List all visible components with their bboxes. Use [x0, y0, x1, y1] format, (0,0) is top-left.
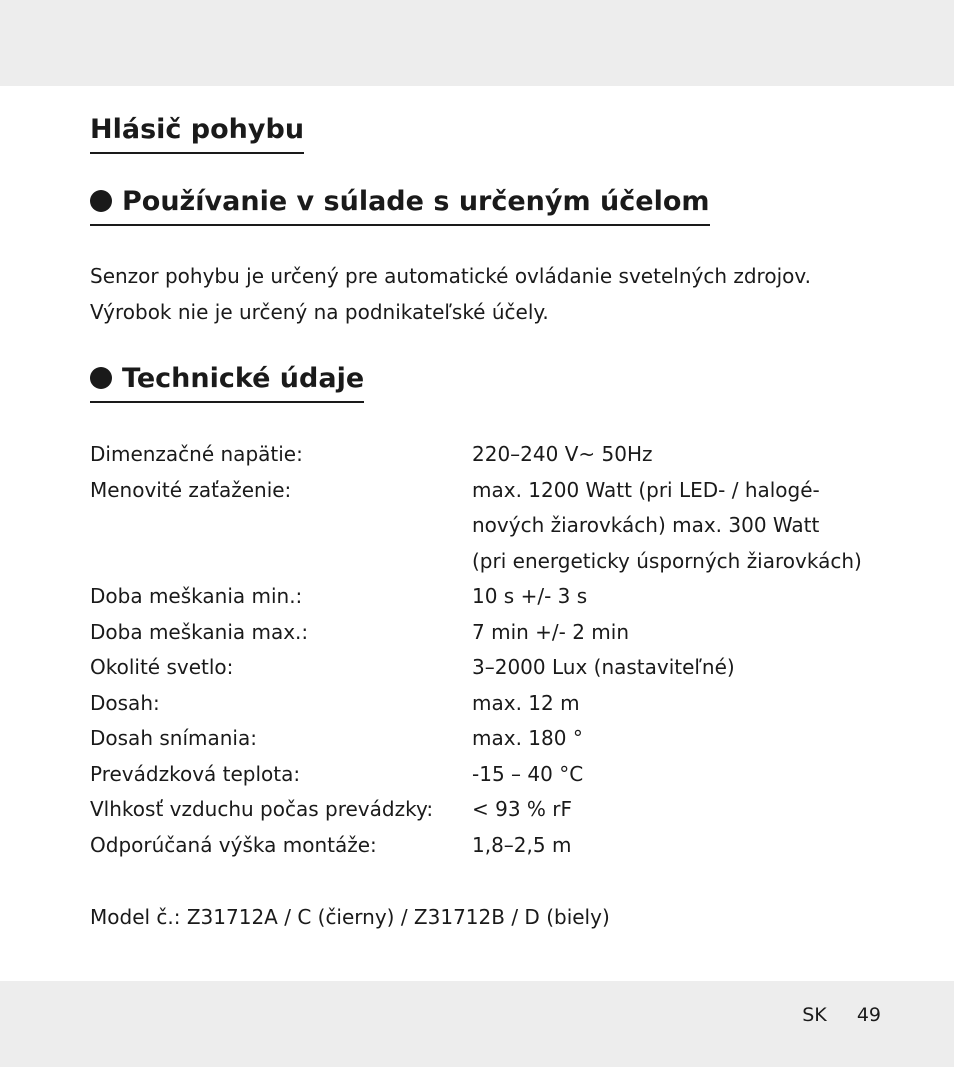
spec-row — [90, 473, 890, 509]
spec-label: Okolité svetlo: — [90, 655, 234, 679]
spec-row — [90, 508, 890, 544]
spec-label: Vlhkosť vzduchu počas prevádzky: — [90, 797, 434, 821]
spec-row — [90, 579, 890, 615]
section-heading-usage — [90, 184, 710, 226]
section-heading-tech-text: Technické údaje — [122, 363, 365, 394]
page-number: 49 — [856, 1004, 881, 1026]
spec-row — [90, 828, 890, 864]
spec-value: 220–240 V~ 50Hz — [472, 442, 653, 466]
spec-row — [90, 721, 890, 757]
spec-label: Dosah: — [90, 690, 160, 715]
bullet-icon — [90, 190, 112, 212]
spec-label — [90, 508, 472, 544]
spec-label: Menovité zaťaženie: — [90, 477, 292, 502]
spec-row — [90, 437, 890, 473]
spec-value: max. 12 m — [472, 690, 580, 715]
spec-label: Odporúčaná výška montáže: — [90, 832, 377, 857]
spec-label: Dimenzačné napätie: — [90, 442, 303, 466]
spec-table — [90, 437, 890, 863]
spec-value: -15 – 40 °C — [472, 761, 584, 786]
spec-label: Doba meškania max.: — [90, 619, 309, 644]
spec-label — [90, 544, 472, 580]
page-footer — [802, 1000, 881, 1030]
spec-row — [90, 686, 890, 722]
spec-label: Dosah snímania: — [90, 726, 257, 750]
spec-row — [90, 615, 890, 651]
spec-label: Doba meškania min.: — [90, 584, 303, 608]
spec-value: (pri energeticky úsporných žiarovkách) — [472, 548, 862, 573]
usage-line: Výrobok nie je určený na podnikateľské účely. — [90, 299, 549, 324]
spec-value: nových žiarovkách) max. 300 Watt — [472, 513, 820, 537]
section-heading-tech — [90, 361, 364, 403]
spec-value: max. 180 ° — [472, 726, 583, 750]
spec-label: Prevádzková teplota: — [90, 761, 301, 786]
spec-row — [90, 544, 890, 580]
spec-value: 1,8–2,5 m — [472, 832, 572, 857]
top-margin-band — [0, 0, 954, 86]
usage-paragraph — [90, 259, 890, 330]
spec-row — [90, 792, 890, 828]
spec-value: 3–2000 Lux (nastaviteľné) — [472, 655, 735, 679]
spec-value: max. 1200 Watt (pri LED- / halogé- — [472, 477, 820, 502]
model-number: Model č.: Z31712A / C (čierny) / Z31712B / D (biely) — [90, 905, 610, 929]
spec-value: 10 s +/- 3 s — [472, 584, 588, 608]
spec-value: 7 min +/- 2 min — [472, 619, 630, 644]
usage-line: Senzor pohybu je určený pre automatické ovládanie svetelných zdrojov. — [90, 264, 812, 288]
page-title: Hlásič pohybu — [90, 112, 304, 154]
language-code: SK — [802, 1004, 827, 1026]
section-heading-usage-text: Používanie v súlade s určeným účelom — [122, 186, 710, 217]
spec-row — [90, 650, 890, 686]
bullet-icon — [90, 367, 112, 389]
spec-value: < 93 % rF — [472, 797, 573, 821]
spec-row — [90, 757, 890, 793]
